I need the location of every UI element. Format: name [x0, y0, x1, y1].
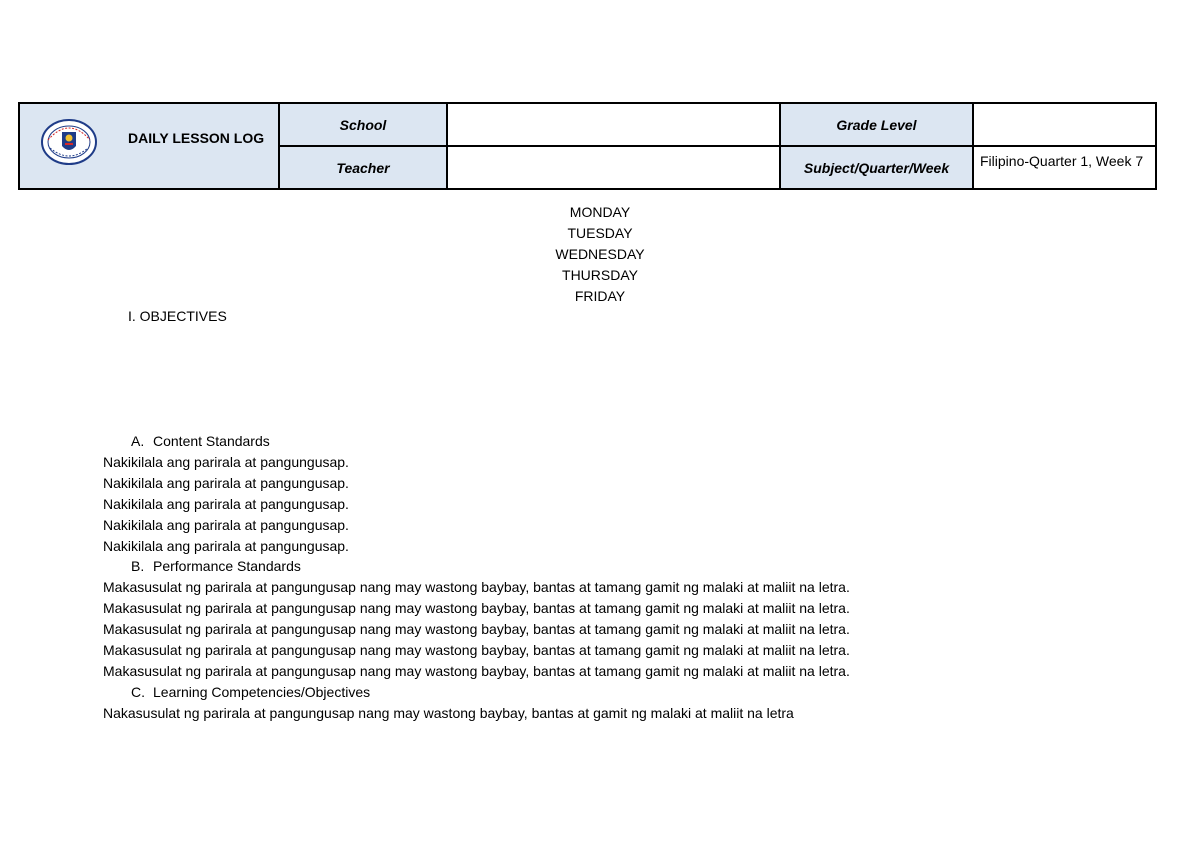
section-title: Performance Standards: [153, 558, 301, 575]
section-letter: B.: [131, 558, 145, 575]
content-standard-line: Nakikilala ang parirala at pangungusap.: [103, 453, 349, 470]
deped-seal-icon: [40, 118, 98, 166]
grade-level-label: Grade Level: [780, 103, 973, 146]
grade-level-field[interactable]: [973, 103, 1156, 146]
content-standard-line: Nakikilala ang parirala at pangungusap.: [103, 495, 349, 512]
day-label: THURSDAY: [562, 267, 638, 283]
performance-standard-line: Makasusulat ng parirala at pangungusap nang may wastong baybay, bantas at tamang gamit ng malaki at maliit na letra.: [103, 600, 850, 617]
learning-competency-line: Nakasusulat ng parirala at pangungusap nang may wastong baybay, bantas at gamit ng malaki at maliit na letra: [103, 704, 794, 721]
content-standard-line: Nakikilala ang parirala at pangungusap.: [103, 474, 349, 491]
section-letter: A.: [131, 433, 145, 449]
section-letter: C.: [131, 683, 145, 700]
section-title: Learning Competencies/Objectives: [153, 683, 371, 700]
day-label: FRIDAY: [574, 288, 626, 304]
day-label: MONDAY: [569, 204, 631, 220]
objectives-heading: I. OBJECTIVES: [128, 308, 227, 324]
performance-standard-line: Makasusulat ng parirala at pangungusap nang may wastong baybay, bantas at tamang gamit ng malaki at maliit na letra.: [103, 579, 850, 596]
content-standard-line: Nakikilala ang parirala at pangungusap.: [103, 516, 349, 533]
performance-standard-line: Makasusulat ng parirala at pangungusap nang may wastong baybay, bantas at tamang gamit ng malaki at maliit na letra.: [103, 621, 850, 638]
teacher-field[interactable]: [447, 146, 780, 189]
section-heading: [103, 431, 850, 452]
performance-standard-line: Makasusulat ng parirala at pangungusap nang may wastong baybay, bantas at tamang gamit ng malaki at maliit na letra.: [103, 642, 850, 659]
performance-standard-line: Makasusulat ng parirala at pangungusap nang may wastong baybay, bantas at tamang gamit ng malaki at maliit na letra.: [103, 662, 850, 679]
section-heading: [103, 682, 850, 703]
content-standard-line: Nakikilala ang parirala at pangungusap.: [103, 537, 349, 554]
page-title: DAILY LESSON LOG: [128, 130, 265, 146]
subject-label: Subject/Quarter/Week: [780, 146, 973, 189]
section-heading: [103, 556, 850, 577]
school-field[interactable]: [447, 103, 780, 146]
teacher-label: Teacher: [279, 146, 447, 189]
day-label: WEDNESDAY: [555, 246, 645, 262]
section-title: Content Standards: [153, 433, 270, 449]
logo-cell: [19, 103, 279, 189]
days-list: [0, 202, 1200, 307]
header-table: [18, 102, 1157, 190]
day-label: TUESDAY: [567, 225, 633, 241]
subject-field[interactable]: Filipino-Quarter 1, Week 7: [973, 146, 1156, 189]
objectives-content: [103, 431, 850, 724]
school-label: School: [279, 103, 447, 146]
